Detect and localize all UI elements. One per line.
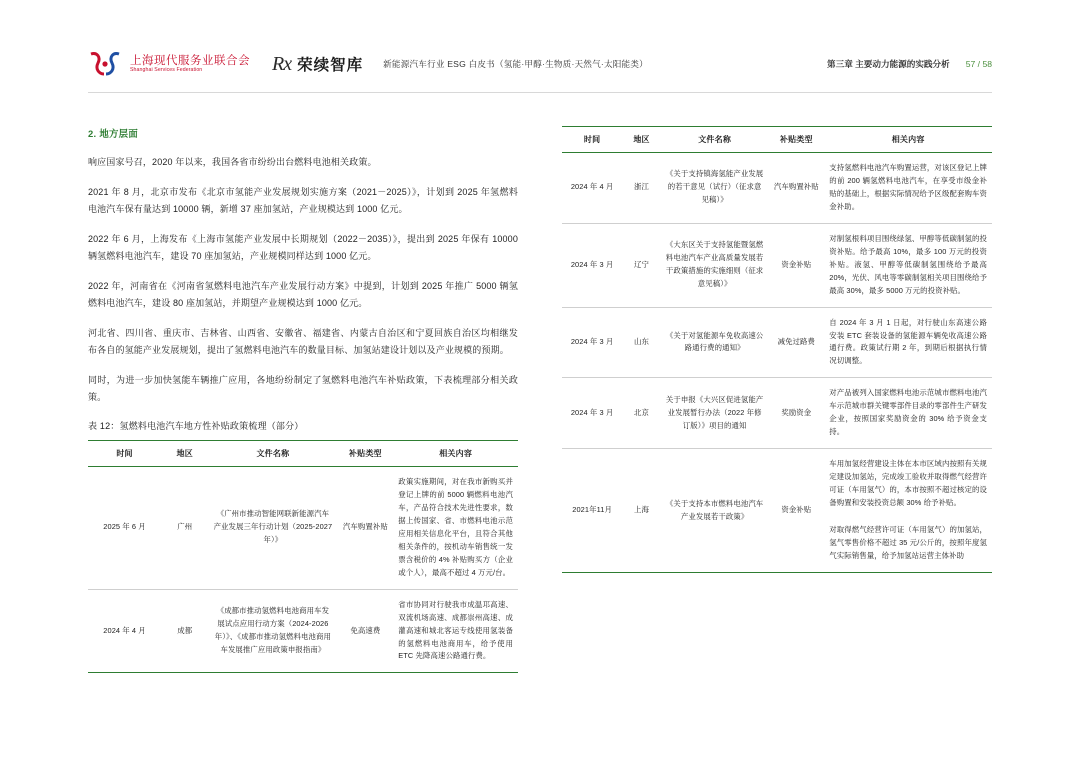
cell-content: 对制氢根料项目围绕绿氢、甲醇等低碳制氢的投资补贴。给予最高 10%，最多 100 万元的投资补贴。液氢、甲醇等低碳制氢围绕给予最高 20%，光伏、风电等零碳制氢相关项目围绕给予最高 30%，最多 5000 万元的投资补贴。	[824, 223, 992, 307]
cell-content-part2: 对取得燃气经营许可证（车用氢气）的加氢站，氢气零售价格不超过 35 元/公斤的，按照年度氢气实际销售量，给予加氢站运营主体补助	[829, 525, 987, 560]
federation-name-cn: 上海现代服务业联合会	[130, 54, 250, 67]
cell-time: 2021年11月	[562, 449, 622, 573]
cell-subsidy-type: 资金补贴	[768, 449, 824, 573]
brand-logo	[272, 53, 363, 76]
header-right-group	[827, 58, 992, 70]
cell-region: 北京	[622, 378, 661, 449]
table-header-row	[88, 441, 518, 467]
cell-region: 成都	[161, 589, 208, 673]
paragraph: 2022 年 6 月，上海发布《上海市氢能产业发展中长期规划（2022－2035）》，提出到 2025 年保有 10000 辆氢燃料电池汽车，建设 70 座加氢站，产业规模同样达到 1000 亿元。	[88, 233, 518, 262]
cell-region: 辽宁	[622, 223, 661, 307]
cell-time: 2024 年 4 月	[562, 153, 622, 224]
cell-time: 2024 年 3 月	[562, 378, 622, 449]
federation-name-en: Shanghai Services Federation	[130, 66, 203, 73]
cell-subsidy-type: 减免过路费	[768, 307, 824, 378]
column-header-region: 地区	[161, 441, 208, 467]
page-number: 57 / 58	[965, 59, 992, 69]
paragraph: 2022 年，河南省在《河南省氢燃料电池汽车产业发展行动方案》中提到，计划到 2025 年推广 5000 辆氢燃料电池汽车，建设 80 座加氢站，并期望产业规模达到 1000 亿元。	[88, 280, 518, 309]
cell-time: 2025 年 6 月	[88, 467, 161, 590]
cell-time: 2024 年 3 月	[562, 223, 622, 307]
cell-region: 山东	[622, 307, 661, 378]
table-row	[88, 467, 518, 590]
header-content	[88, 44, 992, 84]
column-header-subsidy-type: 补贴类型	[768, 127, 824, 153]
paragraph: 2021 年 8 月，北京市发布《北京市氢能产业发展规划实施方案（2021－2025）》，计划到 2025 年氢燃料电池汽车保有量达到 10000 辆，新增 37 座加氢站，产业规模达到 1000 亿元。	[88, 186, 518, 215]
paragraph: 响应国家号召，2020 年以来，我国各省市纷纷出台燃料电池相关政策。	[88, 157, 377, 167]
column-header-document: 文件名称	[208, 441, 337, 467]
cell-content: 对产品被列入国家燃料电池示范城市燃料电池汽车示范城市群关键零部件目录的零部件生产研发企业，按照国家奖励资金的 30% 给予资金支持。	[824, 378, 992, 449]
document-title: 新能源汽车行业 ESG 白皮书（氢能·甲醇·生物质·天然气·太阳能类）	[383, 59, 648, 69]
right-column	[562, 126, 992, 573]
cell-region: 上海	[622, 449, 661, 573]
column-header-content: 相关内容	[824, 127, 992, 153]
cell-document: 《成都市推动氢燃料电池商用车发展试点应用行动方案（2024-2026 年）》、《成都市推动氢燃料电池商用车发展推广应用政策申报指南》	[208, 589, 337, 673]
table-caption: 表 12：氢燃料电池汽车地方性补贴政策梳理（部分）	[88, 421, 304, 432]
cell-document: 《广州市推动智能网联新能源汽车产业发展三年行动计划（2025-2027 年）》	[208, 467, 337, 590]
cell-content: 支持氢燃料电池汽车购置运营，对该区登记上牌的前 200 辆氢燃料电池汽车，在享受市级金补贴的基础上，根据实际情况给予区级配套购车资金补助。	[824, 153, 992, 224]
page-header	[0, 0, 1080, 96]
table-header-row	[562, 127, 992, 153]
cell-content-part1: 车用加氢经营建设主体在本市区域内按照有关规定建设加氢站，完成竣工验收并取得燃气经营许可证（车用氢气）的，本市按照不超过核定的设备购置和安装投资总额 30% 给予补贴。	[829, 459, 987, 508]
cell-content	[824, 449, 992, 573]
federation-logo	[88, 51, 250, 77]
cell-document: 《关于对氢能源车免收高速公路通行费的通知》	[661, 307, 769, 378]
federation-logo-text	[130, 55, 250, 74]
brand-mark-icon: Rx	[272, 52, 292, 75]
cell-subsidy-type: 资金补贴	[768, 223, 824, 307]
table-row	[562, 153, 992, 224]
cell-time: 2024 年 4 月	[88, 589, 161, 673]
column-header-subsidy-type: 补贴类型	[337, 441, 393, 467]
cell-document: 关于申报《大兴区促进氢能产业发展暂行办法（2022 年修订版）》项目的通知	[661, 378, 769, 449]
cell-content: 政策实施期间，对在我市新购买并登记上牌的前 5000 辆燃料电池汽车，产品符合技术先进性要求，数据上传国家、省、市燃料电池示范应用相关信息化平台，且符合其他相关条件的，按机动车销售统一发票含税价的 4% 补贴购买方（企业或个人），最高不超过 4 万元/台。	[393, 467, 518, 590]
header-divider	[88, 92, 992, 93]
cell-subsidy-type: 汽车购置补贴	[337, 467, 393, 590]
cell-content: 自 2024 年 3 月 1 日起，对行驶山东高速公路安装 ETC 套装设备的氢能源车辆免收高速公路通行费。政策试行期 2 年，到期后根据执行情况切调整。	[824, 307, 992, 378]
column-header-time: 时间	[88, 441, 161, 467]
paragraph: 同时，为进一步加快氢能车辆推广应用，各地纷纷制定了氢燃料电池汽车补贴政策，下表梳理部分相关政策。	[88, 374, 518, 403]
cell-subsidy-type: 汽车购置补贴	[768, 153, 824, 224]
paragraph: 河北省、四川省、重庆市、吉林省、山西省、安徽省、福建省、内蒙古自治区和宁夏回族自治区均相继发布各自的氢能产业发展规划，提出了氢燃料电池汽车的数量目标、加氢站建设计划以及产业规模的预期。	[88, 327, 518, 356]
column-header-content: 相关内容	[393, 441, 518, 467]
cell-subsidy-type: 奖励资金	[768, 378, 824, 449]
column-header-document: 文件名称	[661, 127, 769, 153]
table-row	[88, 589, 518, 673]
federation-logo-icon	[88, 51, 122, 77]
table-row	[562, 378, 992, 449]
cell-region: 广州	[161, 467, 208, 590]
section-heading: 2. 地方层面	[88, 128, 139, 139]
cell-document: 《大东区关于支持氢能暨氢燃料电池汽车产业高质量发展若干政策措施的实施细则（征求意见稿）》	[661, 223, 769, 307]
local-subsidy-table-part1	[88, 440, 518, 673]
left-column	[88, 126, 518, 673]
cell-region: 浙江	[622, 153, 661, 224]
local-subsidy-table-part2	[562, 126, 992, 573]
table-row	[562, 223, 992, 307]
cell-document: 《关于支持本市燃料电池汽车产业发展若干政策》	[661, 449, 769, 573]
table-row	[562, 449, 992, 573]
column-header-time: 时间	[562, 127, 622, 153]
cell-document: 《关于支持镇海氢能产业发展的若干意见（试行）（征求意见稿）》	[661, 153, 769, 224]
cell-content: 省市协同对行驶我市成温邛高速、双流机场高速、成都崇州高速、成灌高速和城北客运专线使用氢装备的氢燃料电池商用车，给予使用 ETC 先降高速公路通行费。	[393, 589, 518, 673]
brand-name: 荣续智库	[297, 57, 364, 74]
table-row	[562, 307, 992, 378]
column-header-region: 地区	[622, 127, 661, 153]
chapter-title: 第三章 主要动力能源的实践分析	[827, 59, 950, 69]
cell-subsidy-type: 免高速费	[337, 589, 393, 673]
cell-time: 2024 年 3 月	[562, 307, 622, 378]
